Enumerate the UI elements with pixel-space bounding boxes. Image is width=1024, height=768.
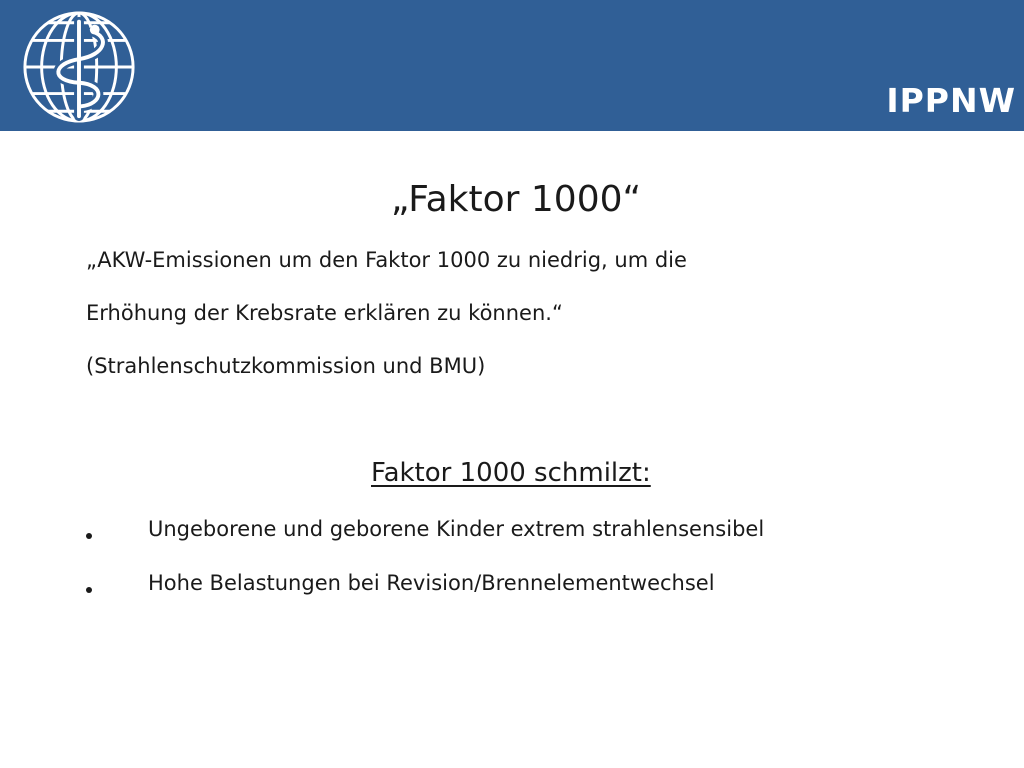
bullet-dot-icon [86, 587, 92, 593]
bullet-item [86, 568, 986, 598]
bullet-text: Hohe Belastungen bei Revision/Brennelementwechsel [148, 571, 715, 595]
bullet-item [86, 514, 986, 544]
bullet-text: Ungeborene und geborene Kinder extrem strahlensensibel [148, 517, 765, 541]
slide-title: „Faktor 1000“ [390, 179, 642, 220]
section-heading: Faktor 1000 schmilzt: [371, 458, 651, 488]
brand-logo-text: IPPNW [886, 81, 1016, 120]
bullet-dot-icon [86, 533, 92, 539]
header-bar [0, 0, 1024, 131]
quote-line: „AKW-Emissionen um den Faktor 1000 zu niedrig, um die [86, 248, 687, 272]
globe-caduceus-icon [20, 8, 138, 126]
quote-line: Erhöhung der Krebsrate erklären zu können.“ [86, 301, 563, 325]
quote-source: (Strahlenschutzkommission und BMU) [86, 354, 486, 378]
